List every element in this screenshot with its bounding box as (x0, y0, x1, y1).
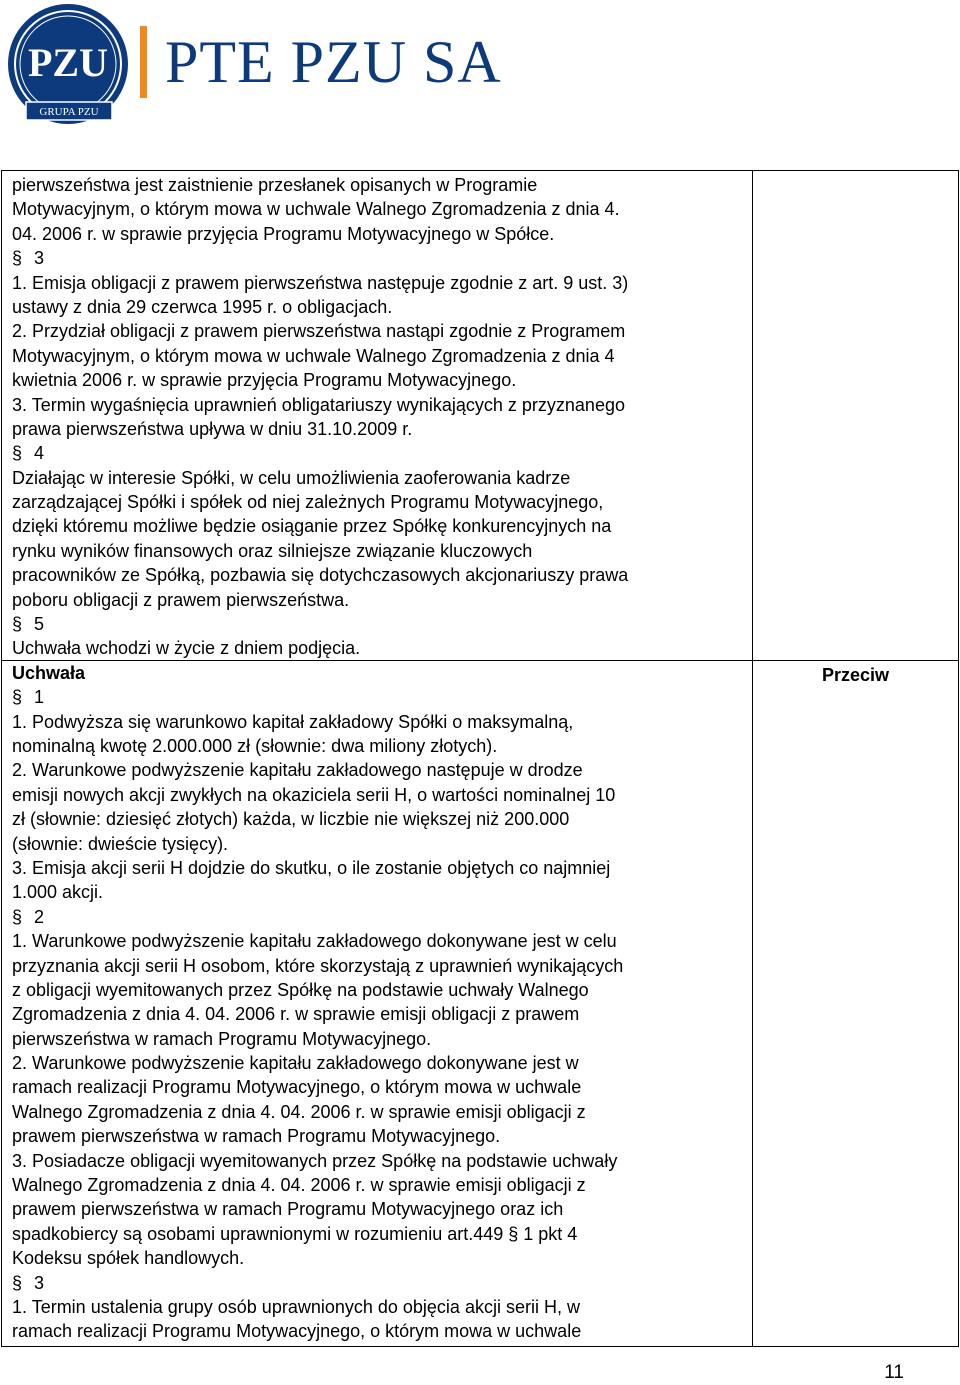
text-line: 1. Warunkowe podwyższenie kapitału zakładowego dokonywane jest w celu (12, 931, 617, 952)
text-line: kwietnia 2006 r. w sprawie przyjęcia Programu Motywacyjnego. (12, 370, 517, 391)
text-line: 3. Emisja akcji serii H dojdzie do skutku, o ile zostanie objętych co najmniej (12, 857, 611, 878)
section-heading: § 2 (12, 905, 748, 929)
text-line: Motywacyjnym, o którym mowa w uchwale Walnego Zgromadzenia z dnia 4 (12, 345, 615, 366)
text-line: prawa pierwszeństwa upływa w dniu 31.10.2009 r. (12, 418, 413, 439)
text-line: przyznania akcji serii H osobom, które skorzystają z uprawnień wynikających (12, 955, 624, 976)
text-line: Walnego Zgromadzenia z dnia 4. 04. 2006 r. w sprawie emisji obligacji z (12, 1175, 586, 1196)
document-table (1, 170, 959, 1347)
logo-ribbon-text: GRUPA PZU (39, 106, 99, 118)
section-heading: § 3 (12, 246, 748, 270)
text-line: nominalną kwotę 2.000.000 zł (słownie: dwa miliony złotych). (12, 735, 498, 756)
text-line: 2. Warunkowe podwyższenie kapitału zakładowego następuje w drodze (12, 760, 583, 781)
text-line: 3. Posiadacze obligacji wyemitowanych przez Spółkę na podstawie uchwały (12, 1150, 618, 1171)
section-heading: § 5 (12, 612, 748, 636)
text-line: Motywacyjnym, o którym mowa w uchwale Walnego Zgromadzenia z dnia 4. (12, 199, 620, 220)
text-line: pracowników ze Spółką, pozbawia się dotychczasowych akcjonariuszy prawa (12, 565, 629, 586)
text-line: 1. Emisja obligacji z prawem pierwszeństwa następuje zgodnie z art. 9 ust. 3) (12, 272, 629, 293)
text-line: 1. Termin ustalenia grupy osób uprawnionych do objęcia akcji serii H, w (12, 1296, 580, 1317)
page-number: 11 (884, 1362, 904, 1383)
text-line: 3. Termin wygaśnięcia uprawnień obligatariuszy wynikających z przyznanego (12, 394, 625, 415)
text-line: zł (słownie: dziesięć złotych) każda, w liczbie nie większej niż 200.000 (12, 809, 570, 830)
section-heading: § 1 (12, 685, 748, 709)
text-line: Walnego Zgromadzenia z dnia 4. 04. 2006 r. w sprawie emisji obligacji z (12, 1101, 586, 1122)
section-heading: § 3 (12, 1271, 748, 1295)
text-line: Działając w interesie Spółki, w celu umożliwienia zaoferowania kadrze (12, 467, 571, 488)
text-line: Kodeksu spółek handlowych. (12, 1248, 245, 1269)
text-line: 1. Podwyższa się warunkowo kapitał zakładowy Spółki o maksymalną, (12, 711, 574, 732)
resolution-text (12, 173, 748, 1344)
text-line: poboru obligacji z prawem pierwszeństwa. (12, 589, 350, 610)
document-header (0, 0, 960, 140)
section-heading: § 4 (12, 441, 748, 465)
text-line: zarządzającej Spółki i spółek od niej zależnych Programu Motywacyjnego, (12, 492, 604, 513)
text-line: Zgromadzenia z dnia 4. 04. 2006 r. w sprawie emisji obligacji z prawem (12, 1004, 580, 1025)
brand-accent-bar (140, 26, 147, 98)
text-line: spadkobiercy są osobami uprawnionymi w rozumieniu art.449 § 1 pkt 4 (12, 1223, 578, 1244)
text-line: (słownie: dwieście tysięcy). (12, 833, 229, 854)
resolution-title: Uchwała (12, 662, 86, 683)
text-line: dzięki któremu możliwe będzie osiąganie przez Spółkę konkurencyjnych na (12, 516, 612, 537)
pzu-logo (2, 2, 138, 132)
text-line: pierwszeństwa w ramach Programu Motywacyjnego. (12, 1028, 432, 1049)
text-line: ramach realizacji Programu Motywacyjnego, o którym mowa w uchwale (12, 1321, 582, 1342)
text-line: pierwszeństwa jest zaistnienie przesłanek opisanych w Programie (12, 175, 538, 195)
text-line: 2. Warunkowe podwyższenie kapitału zakładowego dokonywane jest w (12, 1053, 579, 1074)
text-line: ramach realizacji Programu Motywacyjnego, o którym mowa w uchwale (12, 1077, 582, 1098)
text-line: emisji nowych akcji zwykłych na okaziciela serii H, o wartości nominalnej 10 (12, 784, 616, 805)
text-line: z obligacji wyemitowanych przez Spółkę na podstawie uchwały Walnego (12, 979, 589, 1000)
pzu-logo-icon (2, 2, 138, 132)
text-line: ustawy z dnia 29 czerwca 1995 r. o obligacjach. (12, 296, 393, 317)
text-line: 1.000 akcji. (12, 882, 104, 903)
text-line: prawem pierwszeństwa w ramach Programu Motywacyjnego. (12, 1126, 501, 1147)
text-line: prawem pierwszeństwa w ramach Programu Motywacyjnego oraz ich (12, 1199, 564, 1220)
text-line: 2. Przydział obligacji z prawem pierwszeństwa nastąpi zgodnie z Programem (12, 321, 626, 342)
vote-label: Przeciw (821, 665, 890, 685)
logo-text: PZU (28, 40, 108, 85)
brand-name: PTE PZU SA (165, 29, 502, 95)
column-divider (752, 171, 753, 1346)
text-line: rynku wyników finansowych oraz silniejsze związanie kluczowych (12, 540, 533, 561)
text-line: 04. 2006 r. w sprawie przyjęcia Programu Motywacyjnego w Spółce. (12, 223, 555, 244)
text-line: Uchwała wchodzi w życie z dniem podjęcia. (12, 638, 361, 659)
